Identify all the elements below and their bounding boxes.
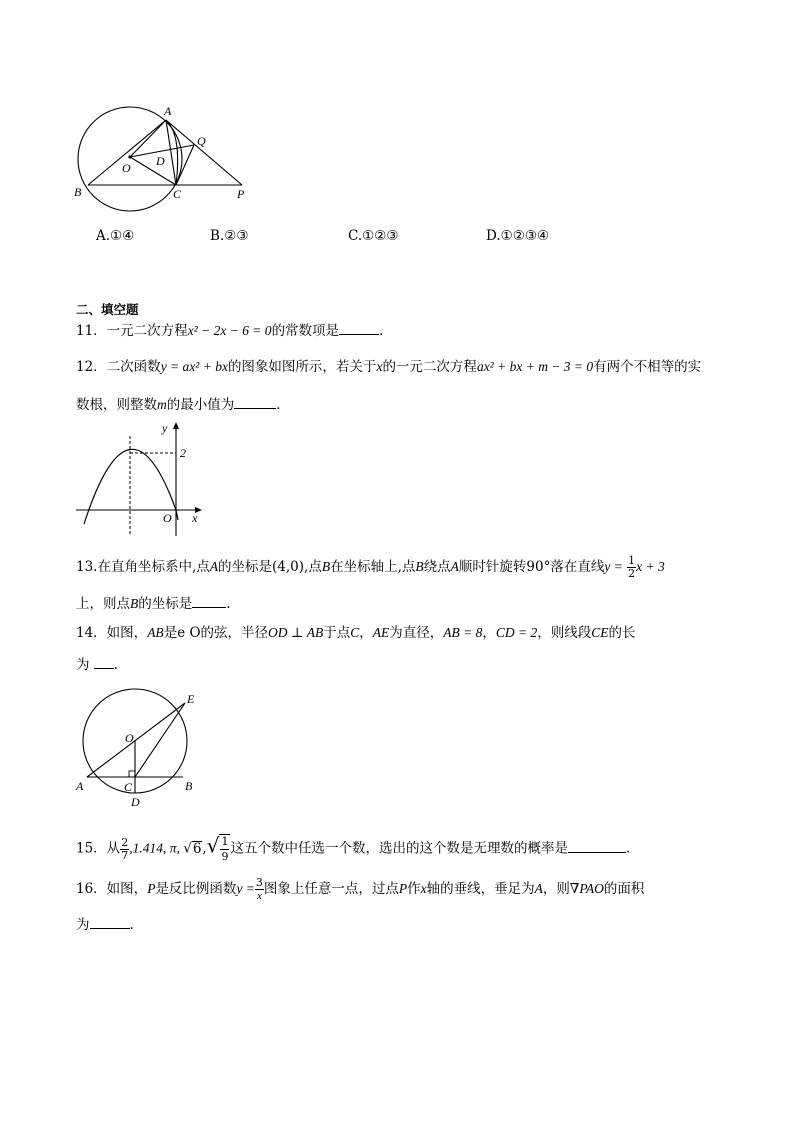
q14-text-b: 的弦，半径 — [200, 625, 269, 641]
q13-text-c: ,点 — [304, 559, 322, 575]
q16-frac-den: x — [256, 890, 262, 902]
label-c: C — [173, 187, 182, 201]
q14-text-d: ， — [359, 625, 373, 641]
q14-line2-text: 为 — [76, 657, 90, 673]
q13-answer-blank[interactable] — [192, 593, 226, 608]
q16-answer-blank[interactable] — [90, 914, 130, 929]
q14-ab-value: AB = 8 — [443, 625, 483, 640]
q13-text-g: 落在直线 — [550, 559, 605, 575]
section-title: 二、填空题 — [76, 302, 139, 317]
label-q: Q — [197, 134, 206, 148]
q13-end: . — [226, 596, 231, 612]
q14-ae: AE — [372, 625, 390, 640]
q14-ce: CE — [591, 625, 609, 640]
q12-answer-blank[interactable] — [234, 394, 276, 409]
q15-number: 15．从 — [76, 840, 121, 857]
option-c-key: C. — [348, 228, 363, 244]
label-x: x — [192, 511, 198, 525]
q13-number: 13. — [76, 559, 98, 575]
q15-text: 这五个数中任选一个数，选出的这个数是无理数的概率是 — [230, 840, 568, 857]
q12-number: 12． — [76, 359, 107, 375]
q13-text-b: 的坐标是 — [218, 559, 273, 575]
q12-line2-text: 数根，则整数 — [76, 397, 157, 413]
q15-root-fraction — [219, 834, 230, 864]
q12-function: y = ax² + bx — [160, 359, 228, 374]
option-b-key: B. — [210, 228, 225, 244]
q16-text-c: 作 — [407, 881, 421, 897]
segment-qc — [176, 145, 194, 185]
q14-sep: ， — [482, 625, 496, 641]
q15-root-den: 9 — [221, 850, 229, 863]
q14-text-a: 是 — [163, 625, 178, 641]
q14-point-c: C — [350, 625, 360, 640]
q15-list: ,1.414, π, — [129, 840, 184, 856]
q13-line-y: y = — [604, 559, 623, 574]
q12-text-mid1: 的图象如图所示，若关于 — [227, 359, 377, 375]
q16-func-y: y = — [236, 881, 255, 896]
option-b[interactable] — [210, 228, 248, 244]
option-c[interactable] — [348, 228, 398, 244]
q16-point-a: A — [534, 881, 543, 896]
label-c: C — [124, 780, 133, 794]
q15-frac-den: 7 — [121, 848, 129, 862]
label-o: O — [122, 161, 131, 175]
q13-point-a: A — [209, 559, 219, 574]
option-a-value: ①④ — [110, 228, 135, 244]
question-13-line1 — [76, 555, 665, 580]
q13-fraction — [627, 555, 636, 580]
q15-root-num: 1 — [221, 835, 229, 848]
label-e: E — [187, 692, 195, 706]
q14-text-c: 于点 — [323, 625, 351, 641]
question-13-line2 — [76, 593, 231, 614]
q15-answer-blank[interactable] — [568, 838, 626, 853]
q14-od-perp: OD ⊥ AB — [268, 625, 324, 640]
segment-ce — [135, 703, 185, 777]
q13-line-tail: x + 3 — [636, 559, 665, 574]
q16-point-p: P — [147, 881, 156, 896]
question-16-line1 — [76, 877, 644, 902]
q12-text-post: 有两个不相等的实 — [593, 359, 702, 375]
label-a: A — [164, 104, 172, 118]
sqrt-icon: √ — [206, 833, 220, 858]
q16-text-e: ，则 — [542, 881, 570, 897]
q14-ab: AB — [147, 625, 164, 640]
q15-sqrt6: 6 — [192, 840, 202, 857]
q16-line2-text: 为 — [76, 917, 90, 933]
q12-equation: ax² + bx + m − 3 = 0 — [476, 359, 594, 374]
option-b-value: ②③ — [224, 228, 249, 244]
option-a[interactable] — [96, 228, 134, 244]
question-16-line2 — [76, 914, 134, 935]
question-14-line1 — [76, 623, 636, 643]
q13-point-b: B — [321, 559, 331, 574]
q16-triangle: ∇PAO — [569, 881, 604, 896]
question-15 — [76, 834, 639, 864]
question-14-line2 — [76, 654, 118, 675]
label-2: 2 — [180, 446, 186, 460]
label-d: D — [131, 795, 140, 808]
label-d: D — [156, 154, 165, 168]
label-p: P — [237, 187, 245, 201]
q16-text-d: 轴的垂线，垂足为 — [426, 881, 535, 897]
q12-end: ． — [276, 397, 290, 413]
question-12-line2 — [76, 394, 290, 415]
segment-oc — [130, 157, 176, 185]
q11-number: 11． — [76, 323, 107, 339]
q14-answer-blank[interactable] — [94, 654, 114, 669]
label-b: B — [74, 185, 82, 199]
q12-var-m: m — [157, 397, 167, 412]
q16-point-p-2: P — [398, 881, 408, 896]
q16-text-f: 的面积 — [603, 881, 645, 897]
q16-end: . — [129, 917, 134, 933]
q13-text-d: 在坐标轴上,点 — [330, 559, 416, 575]
q11-text-post: 的常数项是 — [271, 323, 340, 339]
question-11 — [76, 320, 393, 341]
q12-text-mid2: 的一元二次方程 — [382, 359, 477, 375]
q13-angle: 90° — [526, 559, 551, 575]
q13-point-b-3: B — [130, 596, 139, 611]
q15-end: ． — [625, 840, 640, 857]
q14-cd-value: CD = 2 — [495, 625, 538, 640]
q14-text-f: ，则线段 — [537, 625, 592, 641]
option-d-value: ①②③④ — [500, 228, 550, 244]
point-o — [128, 155, 131, 158]
q13-coord: (4,0) — [272, 559, 305, 575]
q15-comma: , — [202, 840, 207, 857]
q16-number: 16．如图， — [76, 881, 148, 897]
right-angle-mark — [129, 771, 135, 777]
option-d[interactable] — [486, 228, 549, 244]
q16-var-x: x — [420, 881, 427, 896]
q13-text-e: 绕点 — [423, 559, 451, 575]
option-d-key: D. — [486, 228, 501, 244]
q14-text-g: 的长 — [608, 625, 636, 641]
question-12-line1 — [76, 357, 701, 377]
q13-point-b-2: B — [415, 559, 424, 574]
q16-frac-num: 3 — [255, 876, 263, 889]
q13-text-f: 顺时针旋转 — [458, 559, 527, 575]
q13-line2-text-b: 的坐标是 — [138, 596, 193, 612]
q16-text-a: 是反比例函数 — [155, 881, 237, 897]
segment-ac — [166, 120, 176, 185]
label-b: B — [185, 779, 193, 793]
label-y: y — [162, 421, 168, 435]
q15-fraction — [120, 837, 129, 862]
figure-q12-parabola — [72, 418, 212, 540]
q16-text-b: 图象上任意一点，过点 — [263, 881, 399, 897]
figure-q14-circle — [70, 683, 210, 808]
q13-point-a-2: A — [450, 559, 459, 574]
option-a-key: A. — [96, 228, 111, 244]
label-a: A — [76, 779, 84, 793]
q13-text-a: 在直角坐标系中,点 — [97, 559, 210, 575]
q13-frac-num: 1 — [628, 554, 636, 567]
q14-circle-o: e O — [177, 625, 201, 641]
q15-frac-num: 2 — [121, 835, 129, 849]
option-c-value: ①②③ — [362, 228, 399, 244]
q14-end: . — [113, 657, 119, 673]
q11-end: ． — [379, 323, 393, 339]
q14-text-e: 为直径， — [389, 625, 444, 641]
figure-q10-circle — [70, 100, 260, 215]
diameter-ae — [87, 703, 185, 777]
q12-line2-text-b: 的最小值为 — [166, 397, 235, 413]
q16-fraction — [255, 877, 264, 902]
sqrt-icon: √ — [183, 840, 192, 857]
q13-frac-den: 2 — [628, 567, 636, 580]
q11-text: 一元二次方程 — [106, 323, 188, 339]
q13-line2-text: 上，则点 — [76, 596, 130, 612]
q12-var-x: x — [376, 359, 383, 374]
label-o: O — [163, 511, 172, 525]
q12-text: 二次函数 — [106, 359, 161, 375]
y-axis-arrow-icon — [173, 422, 179, 429]
label-o: O — [125, 731, 134, 745]
q11-equation: x² − 2x − 6 = 0 — [187, 323, 272, 338]
q11-answer-blank[interactable] — [339, 320, 379, 335]
q14-number: 14．如图， — [76, 625, 148, 641]
